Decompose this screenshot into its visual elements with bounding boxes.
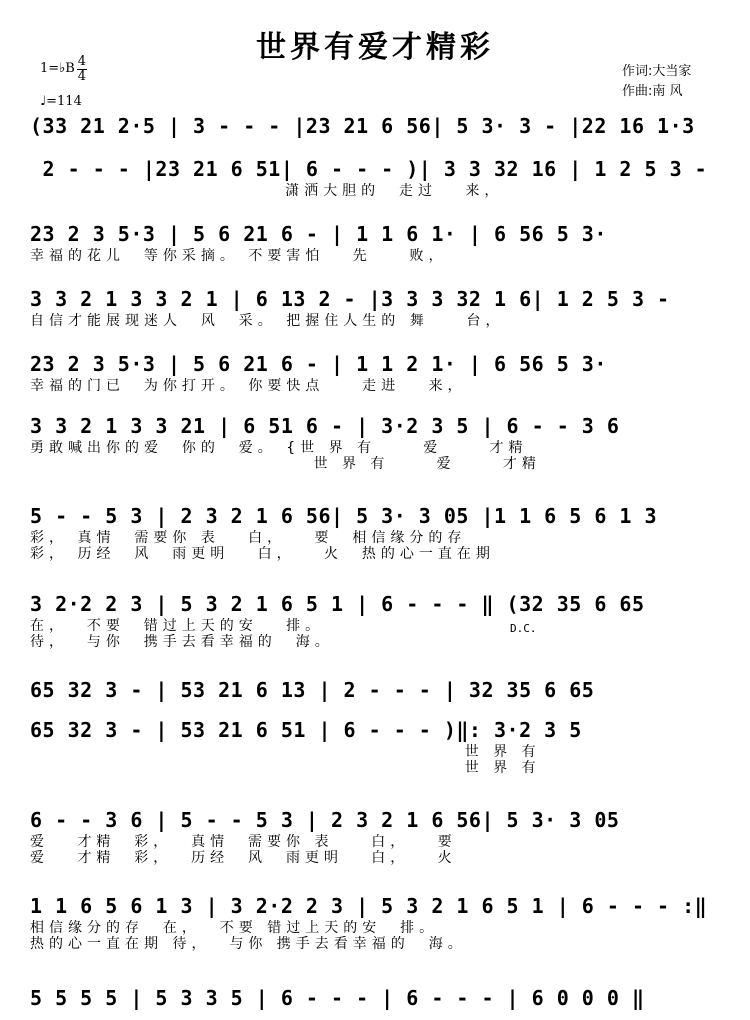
time-signature: 4 4	[77, 54, 86, 84]
notes-line: 2 - - - |23 21 6 51| 6 - - - )| 3 3 32 16 | 1 2 5 3 -	[30, 157, 708, 181]
lyric-line: 世 界 有 爱 才精	[30, 456, 541, 472]
key-label: 1=♭B	[40, 61, 75, 77]
notes-line: 1 1 6 5 6 1 3 | 3 2·2 2 3 | 5 3 2 1 6 5 1 | 6 - - - :‖	[30, 894, 708, 918]
lyric-line: 幸福的门已 为你打开。 你要快点 走进 来，	[30, 378, 467, 394]
composer: 作曲:南 风	[622, 84, 683, 99]
notes-line: 5 5 5 5 | 5 3 3 5 | 6 - - - | 6 - - - | 6 0 0 0 ‖	[30, 986, 645, 1010]
score-system-2	[30, 155, 730, 199]
lyric-line: 勇敢喊出你的爱 你的 爱。 {世 界 有 爱 才精	[30, 440, 528, 456]
notes-line: 65 32 3 - | 53 21 6 51 | 6 - - - )‖: 3·2 3 5	[30, 718, 582, 742]
song-title: 世界有爱才精彩	[256, 30, 494, 65]
lyric-line: 待， 与你 携手去看幸福的 海。	[30, 634, 334, 650]
lyric-line: 彩， 历经 风 雨更明 白， 火 热的心一直在期	[30, 546, 495, 562]
key-tempo-block	[40, 56, 87, 109]
lyric-line: 爱 才精 彩， 真情 需要你 表 白， 要	[30, 834, 457, 850]
dc-marker: D.C.	[510, 622, 537, 635]
score-system-11	[30, 806, 730, 866]
score-system-9	[30, 676, 730, 704]
lyric-line: 世 界 有	[30, 744, 541, 760]
score-system-12	[30, 892, 730, 952]
score-system-3	[30, 220, 730, 264]
notes-line: (33 21 2·5 | 3 - - - |23 21 6 56| 5 3· 3 - |22 16 1·3	[30, 114, 695, 138]
lyric-line: 相信缘分的存 在， 不要 错过上天的安 排。	[30, 920, 439, 936]
tempo-marking: ♩=114	[40, 94, 82, 109]
score-system-5	[30, 350, 730, 394]
lyric-line: 在， 不要 错过上天的安 排。	[30, 618, 325, 634]
lyric-line: 爱 才精 彩， 历经 风 雨更明 白， 火	[30, 850, 457, 866]
score-system-8	[30, 590, 730, 650]
score-system-6	[30, 412, 730, 472]
notes-line: 3 3 2 1 3 3 21 | 6 51 6 - | 3·2 3 5 | 6 - - 3 6	[30, 414, 620, 438]
notes-line: 3 2·2 2 3 | 5 3 2 1 6 5 1 | 6 - - - ‖ (32 35 6 65	[30, 592, 645, 616]
notes-line: 6 - - 3 6 | 5 - - 5 3 | 2 3 2 1 6 56| 5 3· 3 05	[30, 808, 620, 832]
notes-line: 65 32 3 - | 53 21 6 13 | 2 - - - | 32 35 6 65	[30, 678, 595, 702]
key-signature	[40, 56, 87, 83]
lyric-line: 潇洒大胆的 走过 来，	[30, 183, 504, 199]
score-system-1	[30, 112, 730, 140]
lyric-line: 彩， 真情 需要你 表 白， 要 相信缘分的存	[30, 530, 467, 546]
lyric-line: 世 界 有	[30, 760, 541, 776]
score-system-7	[30, 502, 730, 562]
notes-line: 5 - - 5 3 | 2 3 2 1 6 56| 5 3· 3 05 |1 1 6 5 6 1 3	[30, 504, 658, 528]
notes-line: 23 2 3 5·3 | 5 6 21 6 - | 1 1 6 1· | 6 56 5 3·	[30, 222, 607, 246]
lyric-line: 自信才能展现迷人 风 采。 把握住人生的 舞 台，	[30, 313, 505, 329]
lyric-line: 热的心一直在期 待， 与你 携手去看幸福的 海。	[30, 936, 467, 952]
notes-line: 3 3 2 1 3 3 2 1 | 6 13 2 - |3 3 3 32 1 6| 1 2 5 3 -	[30, 287, 670, 311]
lyricist: 作词:大当家	[622, 64, 692, 79]
score-system-10	[30, 716, 730, 776]
lyric-line: 幸福的花儿 等你采摘。 不要害怕 先 败，	[30, 248, 448, 264]
score-system-13	[30, 984, 730, 1012]
score-system-4	[30, 285, 730, 329]
notes-line: 23 2 3 5·3 | 5 6 21 6 - | 1 1 2 1· | 6 56 5 3·	[30, 352, 607, 376]
credits	[622, 62, 691, 102]
